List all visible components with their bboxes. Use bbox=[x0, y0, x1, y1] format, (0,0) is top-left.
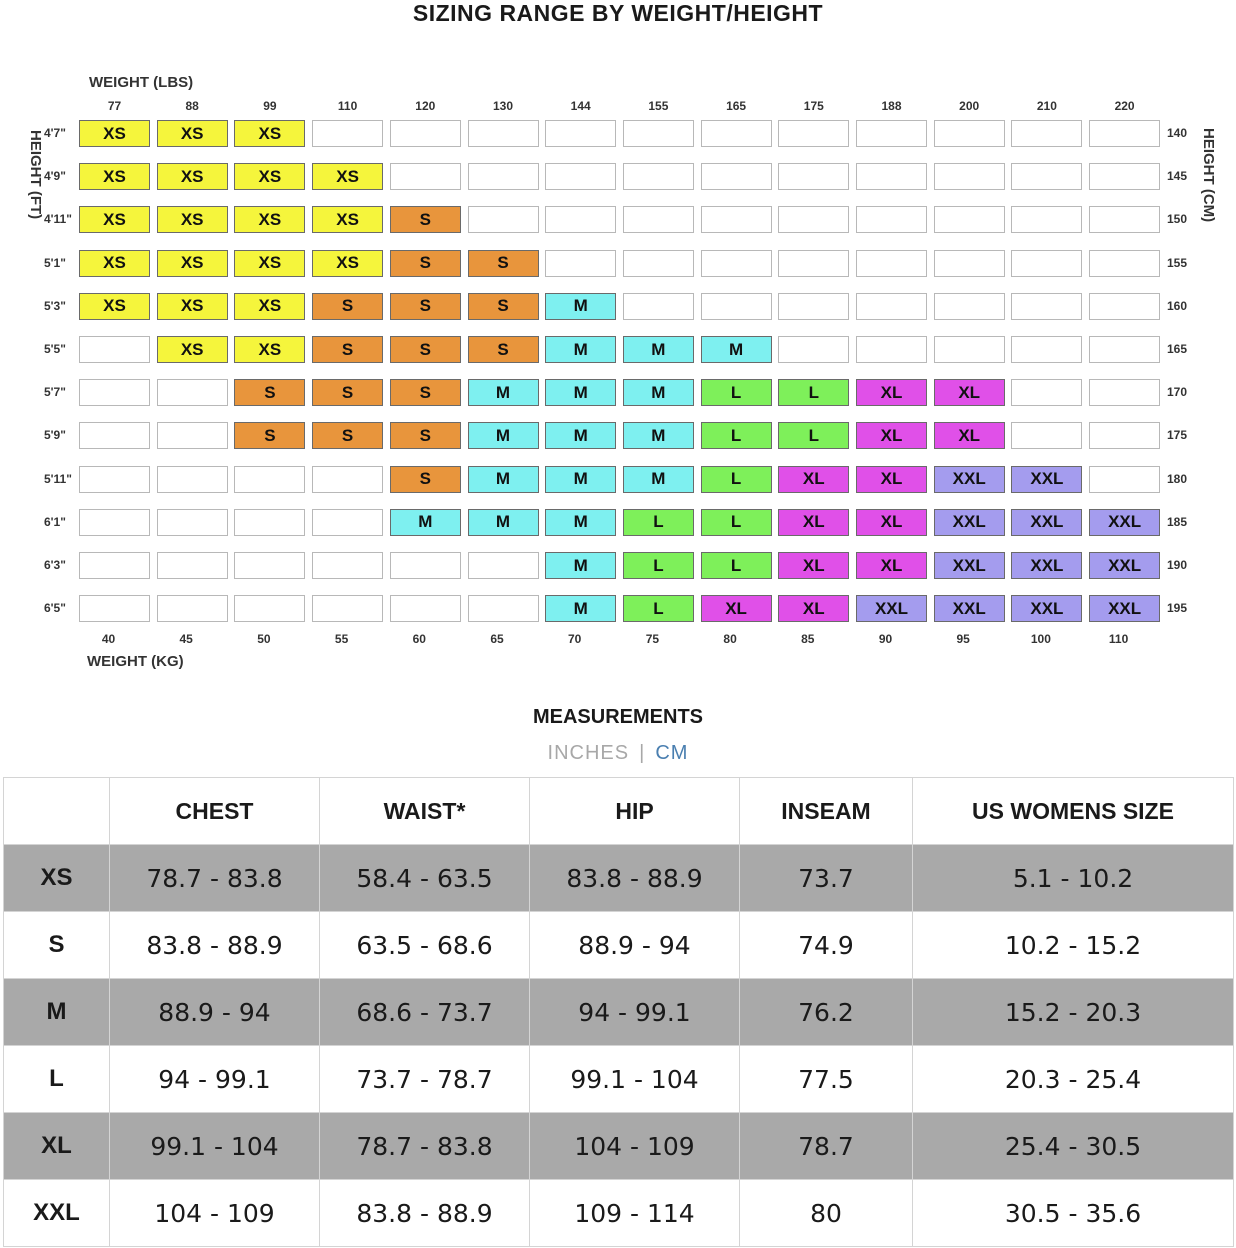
weight-lbs-tick: 77 bbox=[107, 99, 122, 113]
size-cell-m: M bbox=[468, 509, 539, 536]
weight-kg-tick: 90 bbox=[878, 632, 893, 646]
size-cell-empty bbox=[856, 163, 927, 190]
size-cell-xl: XL bbox=[778, 552, 849, 579]
size-cell-s: S bbox=[234, 379, 305, 406]
measurements-table bbox=[3, 777, 1234, 1247]
size-cell-empty bbox=[1089, 206, 1160, 233]
size-cell-xs: XS bbox=[157, 163, 228, 190]
size-cell-empty bbox=[623, 206, 694, 233]
weight-kg-tick: 45 bbox=[179, 632, 193, 646]
size-cell-empty bbox=[312, 595, 383, 622]
weight-kg-tick: 85 bbox=[801, 632, 815, 646]
measurement-cell: 58.4 - 63.5 bbox=[320, 845, 530, 912]
size-cell-xxl: XXL bbox=[934, 466, 1005, 493]
size-cell-empty bbox=[623, 250, 694, 277]
size-cell-empty bbox=[778, 206, 849, 233]
size-cell-empty bbox=[1089, 120, 1160, 147]
size-cell-xxl: XXL bbox=[1089, 552, 1160, 579]
unit-toggle bbox=[0, 742, 1236, 765]
weight-lbs-tick: 200 bbox=[959, 99, 980, 113]
height-cm-tick: 175 bbox=[1167, 428, 1188, 443]
measurement-cell: 83.8 - 88.9 bbox=[320, 1180, 530, 1247]
weight-kg-tick: 40 bbox=[101, 632, 116, 646]
header-cell: WAIST* bbox=[320, 778, 530, 845]
size-cell-m: M bbox=[623, 466, 694, 493]
size-cell-empty bbox=[1011, 422, 1082, 449]
size-cell-xs: XS bbox=[157, 206, 228, 233]
size-cell-empty bbox=[468, 120, 539, 147]
height-ft-tick: 6'5" bbox=[44, 601, 66, 616]
size-cell-empty bbox=[468, 595, 539, 622]
measurement-cell: 109 - 114 bbox=[530, 1180, 740, 1247]
size-cell-empty bbox=[856, 293, 927, 320]
size-cell-xs: XS bbox=[234, 120, 305, 147]
header-cell: INSEAM bbox=[740, 778, 913, 845]
size-cell-xxl: XXL bbox=[1011, 509, 1082, 536]
size-cell-empty bbox=[79, 422, 150, 449]
height-ft-tick: 5'3" bbox=[44, 298, 66, 313]
size-cell-empty bbox=[1011, 206, 1082, 233]
size-label-cell: XS bbox=[4, 845, 110, 912]
header-cell: CHEST bbox=[110, 778, 320, 845]
size-cell-empty bbox=[312, 552, 383, 579]
size-cell-empty bbox=[234, 509, 305, 536]
size-cell-s: S bbox=[312, 293, 383, 320]
size-cell-empty bbox=[934, 120, 1005, 147]
size-cell-empty bbox=[234, 595, 305, 622]
measurement-cell: 78.7 bbox=[740, 1113, 913, 1180]
size-cell-xs: XS bbox=[234, 293, 305, 320]
height-ft-axis-title: HEIGHT (FT) bbox=[27, 130, 44, 220]
size-label-cell: L bbox=[4, 1046, 110, 1113]
size-cell-empty bbox=[468, 206, 539, 233]
weight-lbs-tick: 188 bbox=[881, 99, 902, 113]
table-row bbox=[4, 1046, 1234, 1113]
size-cell-xxl: XXL bbox=[934, 595, 1005, 622]
size-cell-empty bbox=[934, 336, 1005, 363]
measurement-cell: 63.5 - 68.6 bbox=[320, 912, 530, 979]
height-cm-axis-title: HEIGHT (CM) bbox=[1200, 128, 1217, 223]
size-cell-l: L bbox=[623, 595, 694, 622]
size-label-cell: XL bbox=[4, 1113, 110, 1180]
weight-lbs-tick: 88 bbox=[185, 99, 199, 113]
size-cell-xs: XS bbox=[157, 336, 228, 363]
size-cell-xs: XS bbox=[234, 206, 305, 233]
weight-kg-tick: 55 bbox=[334, 632, 349, 646]
size-cell-l: L bbox=[701, 379, 772, 406]
size-cell-xs: XS bbox=[79, 293, 150, 320]
size-cell-empty bbox=[778, 336, 849, 363]
height-ft-tick: 5'7" bbox=[44, 385, 66, 400]
measurement-cell: 68.6 - 73.7 bbox=[320, 979, 530, 1046]
measurement-cell: 20.3 - 25.4 bbox=[913, 1046, 1234, 1113]
size-cell-xs: XS bbox=[234, 336, 305, 363]
weight-kg-tick: 50 bbox=[257, 632, 271, 646]
height-cm-tick: 160 bbox=[1167, 298, 1188, 313]
size-cell-empty bbox=[1011, 379, 1082, 406]
size-cell-xl: XL bbox=[778, 595, 849, 622]
size-cell-s: S bbox=[390, 336, 461, 363]
size-cell-empty bbox=[312, 466, 383, 493]
size-cell-xs: XS bbox=[157, 250, 228, 277]
weight-lbs-tick: 144 bbox=[570, 99, 591, 113]
table-header-row bbox=[4, 778, 1234, 845]
size-cell-m: M bbox=[545, 509, 616, 536]
height-ft-tick: 5'5" bbox=[44, 342, 66, 356]
measurement-cell: 94 - 99.1 bbox=[110, 1046, 320, 1113]
size-cell-m: M bbox=[545, 466, 616, 493]
size-cell-empty bbox=[1011, 336, 1082, 363]
weight-lbs-tick: 165 bbox=[726, 99, 747, 113]
size-cell-s: S bbox=[390, 422, 461, 449]
size-cell-empty bbox=[1011, 163, 1082, 190]
size-cell-empty bbox=[1011, 120, 1082, 147]
unit-inches-link[interactable]: INCHES bbox=[547, 742, 630, 764]
size-cell-m: M bbox=[468, 379, 539, 406]
height-cm-tick: 155 bbox=[1167, 255, 1188, 270]
measurement-cell: 104 - 109 bbox=[530, 1113, 740, 1180]
size-cell-s: S bbox=[390, 250, 461, 277]
weight-lbs-tick: 175 bbox=[803, 99, 824, 113]
size-cell-empty bbox=[701, 206, 772, 233]
size-cell-xl: XL bbox=[856, 466, 927, 493]
measurement-cell: 94 - 99.1 bbox=[530, 979, 740, 1046]
measurement-cell: 99.1 - 104 bbox=[110, 1113, 320, 1180]
size-cell-empty bbox=[312, 120, 383, 147]
size-cell-empty bbox=[1089, 163, 1160, 190]
size-cell-l: L bbox=[623, 509, 694, 536]
size-cell-xl: XL bbox=[856, 422, 927, 449]
size-cell-empty bbox=[701, 293, 772, 320]
measurement-cell: 10.2 - 15.2 bbox=[913, 912, 1234, 979]
size-cell-l: L bbox=[778, 379, 849, 406]
height-cm-tick: 190 bbox=[1167, 558, 1188, 572]
table-row bbox=[4, 845, 1234, 912]
height-cm-tick: 145 bbox=[1167, 169, 1188, 184]
size-cell-empty bbox=[390, 120, 461, 147]
weight-lbs-tick: 120 bbox=[415, 99, 436, 113]
size-cell-m: M bbox=[468, 466, 539, 493]
size-cell-s: S bbox=[468, 293, 539, 320]
size-cell-empty bbox=[157, 509, 228, 536]
size-cell-empty bbox=[623, 120, 694, 147]
measurement-cell: 77.5 bbox=[740, 1046, 913, 1113]
size-cell-empty bbox=[79, 379, 150, 406]
size-cell-empty bbox=[157, 422, 228, 449]
size-label-cell: S bbox=[4, 912, 110, 979]
table-row bbox=[4, 1113, 1234, 1180]
size-cell-empty bbox=[701, 120, 772, 147]
size-label-cell: XXL bbox=[4, 1180, 110, 1247]
size-cell-empty bbox=[545, 163, 616, 190]
size-cell-empty bbox=[856, 250, 927, 277]
size-cell-empty bbox=[1089, 336, 1160, 363]
table-row bbox=[4, 1180, 1234, 1247]
weight-kg-tick: 110 bbox=[1108, 632, 1129, 646]
size-cell-empty bbox=[778, 120, 849, 147]
size-cell-empty bbox=[1089, 422, 1160, 449]
weight-lbs-tick: 210 bbox=[1036, 99, 1057, 113]
height-ft-tick: 4'9" bbox=[44, 169, 66, 184]
size-cell-xl: XL bbox=[934, 422, 1005, 449]
weight-kg-tick: 65 bbox=[490, 632, 504, 646]
size-cell-xl: XL bbox=[778, 466, 849, 493]
size-cell-xxl: XXL bbox=[856, 595, 927, 622]
size-cell-empty bbox=[778, 163, 849, 190]
height-ft-tick: 4'7" bbox=[44, 126, 66, 140]
measurement-cell: 5.1 - 10.2 bbox=[913, 845, 1234, 912]
size-cell-empty bbox=[157, 466, 228, 493]
size-cell-s: S bbox=[390, 206, 461, 233]
weight-lbs-tick: 110 bbox=[337, 99, 358, 113]
size-cell-xxl: XXL bbox=[1011, 552, 1082, 579]
height-ft-tick: 5'1" bbox=[44, 255, 66, 270]
size-cell-empty bbox=[934, 206, 1005, 233]
weight-kg-tick: 100 bbox=[1030, 632, 1051, 646]
size-cell-xl: XL bbox=[701, 595, 772, 622]
size-cell-s: S bbox=[312, 379, 383, 406]
unit-cm-link[interactable]: CM bbox=[655, 742, 689, 764]
weight-kg-tick: 70 bbox=[568, 632, 582, 646]
size-cell-m: M bbox=[623, 336, 694, 363]
size-cell-m: M bbox=[545, 293, 616, 320]
size-cell-empty bbox=[157, 379, 228, 406]
weight-lbs-axis-title: WEIGHT (LBS) bbox=[89, 74, 194, 91]
size-cell-empty bbox=[234, 466, 305, 493]
size-cell-s: S bbox=[468, 250, 539, 277]
measurement-cell: 88.9 - 94 bbox=[530, 912, 740, 979]
measurement-cell: 83.8 - 88.9 bbox=[530, 845, 740, 912]
size-cell-empty bbox=[157, 552, 228, 579]
size-cell-empty bbox=[934, 250, 1005, 277]
size-cell-m: M bbox=[545, 552, 616, 579]
size-cell-xs: XS bbox=[79, 250, 150, 277]
size-cell-xl: XL bbox=[778, 509, 849, 536]
size-cell-l: L bbox=[623, 552, 694, 579]
height-ft-tick: 5'9" bbox=[44, 428, 66, 443]
size-cell-l: L bbox=[701, 509, 772, 536]
size-cell-m: M bbox=[390, 509, 461, 536]
size-cell-empty bbox=[1011, 293, 1082, 320]
size-cell-xxl: XXL bbox=[1011, 466, 1082, 493]
height-cm-tick: 195 bbox=[1167, 601, 1188, 616]
size-cell-empty bbox=[1089, 250, 1160, 277]
size-cell-empty bbox=[79, 509, 150, 536]
size-cell-empty bbox=[390, 595, 461, 622]
measurement-cell: 78.7 - 83.8 bbox=[110, 845, 320, 912]
header-cell: US WOMENS SIZE bbox=[913, 778, 1234, 845]
height-cm-tick: 150 bbox=[1167, 212, 1188, 227]
size-cell-xl: XL bbox=[934, 379, 1005, 406]
size-cell-s: S bbox=[390, 293, 461, 320]
size-cell-xl: XL bbox=[856, 552, 927, 579]
measurement-cell: 83.8 - 88.9 bbox=[110, 912, 320, 979]
size-cell-s: S bbox=[234, 422, 305, 449]
measurement-cell: 88.9 - 94 bbox=[110, 979, 320, 1046]
size-cell-m: M bbox=[623, 379, 694, 406]
size-cell-m: M bbox=[545, 595, 616, 622]
size-cell-m: M bbox=[545, 379, 616, 406]
size-cell-xs: XS bbox=[79, 206, 150, 233]
weight-kg-tick: 60 bbox=[412, 632, 426, 646]
size-cell-xs: XS bbox=[79, 120, 150, 147]
size-cell-xs: XS bbox=[234, 163, 305, 190]
measurement-cell: 78.7 - 83.8 bbox=[320, 1113, 530, 1180]
size-cell-m: M bbox=[545, 422, 616, 449]
size-cell-empty bbox=[701, 163, 772, 190]
height-ft-tick: 5'11" bbox=[44, 471, 72, 486]
weight-lbs-tick: 220 bbox=[1114, 99, 1135, 113]
weight-lbs-tick: 130 bbox=[492, 99, 514, 113]
measurement-cell: 76.2 bbox=[740, 979, 913, 1046]
size-cell-xl: XL bbox=[856, 509, 927, 536]
size-cell-empty bbox=[390, 552, 461, 579]
size-cell-empty bbox=[856, 206, 927, 233]
size-cell-empty bbox=[934, 293, 1005, 320]
size-cell-empty bbox=[545, 250, 616, 277]
measurement-cell: 73.7 - 78.7 bbox=[320, 1046, 530, 1113]
height-ft-tick: 4'11" bbox=[44, 212, 72, 227]
size-cell-xxl: XXL bbox=[934, 552, 1005, 579]
size-cell-empty bbox=[468, 163, 539, 190]
size-cell-xs: XS bbox=[234, 250, 305, 277]
size-cell-m: M bbox=[545, 336, 616, 363]
size-cell-empty bbox=[623, 163, 694, 190]
size-cell-empty bbox=[856, 120, 927, 147]
weight-kg-axis-title: WEIGHT (KG) bbox=[87, 653, 184, 670]
size-cell-l: L bbox=[701, 466, 772, 493]
unit-separator: | bbox=[639, 742, 646, 764]
header-cell: HIP bbox=[530, 778, 740, 845]
size-cell-empty bbox=[545, 206, 616, 233]
size-cell-xs: XS bbox=[312, 206, 383, 233]
size-cell-empty bbox=[778, 293, 849, 320]
size-cell-xs: XS bbox=[157, 293, 228, 320]
header-cell bbox=[4, 778, 110, 845]
chart-title: SIZING RANGE BY WEIGHT/HEIGHT bbox=[412, 0, 824, 26]
size-cell-l: L bbox=[701, 422, 772, 449]
weight-kg-tick: 75 bbox=[645, 632, 660, 646]
measurements-title: MEASUREMENTS bbox=[532, 706, 703, 728]
height-cm-tick: 185 bbox=[1167, 514, 1188, 529]
measurement-cell: 73.7 bbox=[740, 845, 913, 912]
size-cell-empty bbox=[157, 595, 228, 622]
size-cell-empty bbox=[701, 250, 772, 277]
weight-lbs-tick: 99 bbox=[263, 99, 277, 113]
size-cell-xs: XS bbox=[312, 163, 383, 190]
size-cell-empty bbox=[1089, 466, 1160, 493]
measurement-cell: 104 - 109 bbox=[110, 1180, 320, 1247]
size-cell-xl: XL bbox=[856, 379, 927, 406]
height-cm-tick: 140 bbox=[1167, 126, 1188, 140]
size-cell-empty bbox=[390, 163, 461, 190]
size-label-cell: M bbox=[4, 979, 110, 1046]
size-cell-empty bbox=[778, 250, 849, 277]
size-cell-s: S bbox=[312, 422, 383, 449]
size-cell-empty bbox=[1011, 250, 1082, 277]
weight-kg-tick: 80 bbox=[723, 632, 737, 646]
size-cell-m: M bbox=[623, 422, 694, 449]
size-cell-empty bbox=[1089, 379, 1160, 406]
size-cell-empty bbox=[79, 336, 150, 363]
size-cell-empty bbox=[545, 120, 616, 147]
weight-lbs-tick: 155 bbox=[648, 99, 669, 113]
size-cell-s: S bbox=[312, 336, 383, 363]
size-cell-m: M bbox=[468, 422, 539, 449]
measurement-cell: 80 bbox=[740, 1180, 913, 1247]
size-cell-empty bbox=[312, 509, 383, 536]
measurement-cell: 15.2 - 20.3 bbox=[913, 979, 1234, 1046]
size-cell-empty bbox=[79, 552, 150, 579]
height-cm-tick: 165 bbox=[1167, 342, 1188, 356]
size-cell-xs: XS bbox=[157, 120, 228, 147]
size-cell-l: L bbox=[778, 422, 849, 449]
size-cell-s: S bbox=[390, 466, 461, 493]
weight-kg-tick: 95 bbox=[956, 632, 970, 646]
size-cell-empty bbox=[623, 293, 694, 320]
size-cell-m: M bbox=[701, 336, 772, 363]
size-cell-s: S bbox=[390, 379, 461, 406]
size-cell-s: S bbox=[468, 336, 539, 363]
height-ft-tick: 6'1" bbox=[44, 514, 66, 529]
size-cell-l: L bbox=[701, 552, 772, 579]
size-cell-xs: XS bbox=[79, 163, 150, 190]
size-cell-xxl: XXL bbox=[1089, 509, 1160, 536]
size-cell-empty bbox=[79, 595, 150, 622]
size-cell-xxl: XXL bbox=[1089, 595, 1160, 622]
table-row bbox=[4, 979, 1234, 1046]
measurement-cell: 99.1 - 104 bbox=[530, 1046, 740, 1113]
measurement-cell: 25.4 - 30.5 bbox=[913, 1113, 1234, 1180]
measurement-cell: 74.9 bbox=[740, 912, 913, 979]
size-cell-empty bbox=[856, 336, 927, 363]
size-cell-xxl: XXL bbox=[1011, 595, 1082, 622]
height-ft-tick: 6'3" bbox=[44, 558, 66, 572]
size-cell-empty bbox=[1089, 293, 1160, 320]
height-cm-tick: 180 bbox=[1167, 471, 1188, 486]
height-cm-tick: 170 bbox=[1167, 385, 1188, 400]
size-cell-empty bbox=[468, 552, 539, 579]
measurement-cell: 30.5 - 35.6 bbox=[913, 1180, 1234, 1247]
size-cell-empty bbox=[934, 163, 1005, 190]
size-cell-empty bbox=[234, 552, 305, 579]
size-cell-xxl: XXL bbox=[934, 509, 1005, 536]
table-row bbox=[4, 912, 1234, 979]
size-cell-xs: XS bbox=[312, 250, 383, 277]
size-cell-empty bbox=[79, 466, 150, 493]
